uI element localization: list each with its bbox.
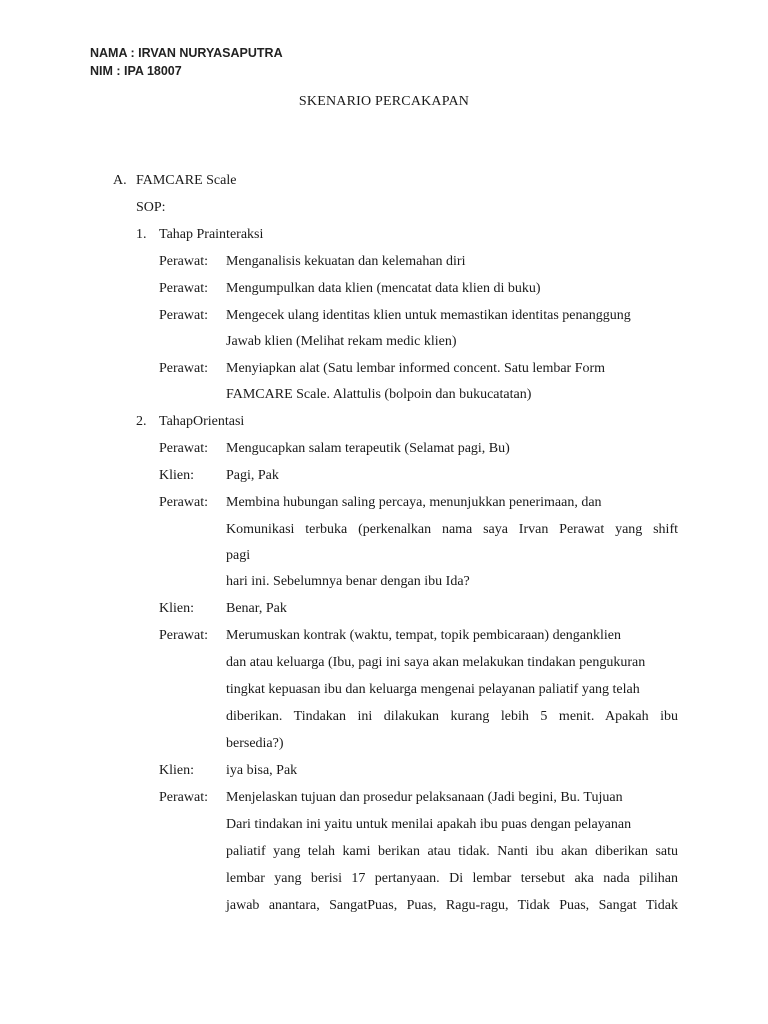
student-name: NAMA : IRVAN NURYASAPUTRA (90, 46, 283, 60)
speaker-label: Perawat: (159, 495, 208, 510)
dialog-line: dan atau keluarga (Ibu, pagi ini saya akan melakukan tindakan pengukuran (226, 655, 646, 670)
dialog-line: Menjelaskan tujuan dan prosedur pelaksanaan (Jadi begini, Bu. Tujuan (226, 790, 623, 805)
dialog-line: tingkat kepuasan ibu dan keluarga mengenai pelayanan paliatif yang telah (226, 682, 640, 697)
dialog-line: pagi (226, 548, 251, 563)
dialog-line: Jawab klien (Melihat rekam medic klien) (226, 334, 457, 349)
dialog-line: Menganalisis kekuatan dan kelemahan diri (226, 254, 466, 269)
speaker-label: Klien: (159, 763, 194, 778)
document-title: SKENARIO PERCAKAPAN (298, 94, 470, 109)
speaker-label: Perawat: (159, 254, 208, 269)
dialog-line-justified: paliatif yang telah kami berikan atau tidak. Nanti ibu akan diberikan satu (226, 844, 678, 859)
dialog-line: Merumuskan kontrak (waktu, tempat, topik pembicaraan) denganklien (226, 628, 621, 643)
dialog-line: iya bisa, Pak (226, 763, 298, 778)
speaker-label: Klien: (159, 468, 194, 483)
dialog-line-justified: jawab anantara, SangatPuas, Puas, Ragu-ragu, Tidak Puas, Sangat Tidak (226, 898, 678, 913)
dialog-line-justified: diberikan. Tindakan ini dilakukan kurang lebih 5 menit. Apakah ibu (226, 709, 678, 724)
speaker-label: Perawat: (159, 441, 208, 456)
stage-2-marker: 2. (136, 414, 147, 429)
dialog-line-justified: Komunikasi terbuka (perkenalkan nama saya Irvan Perawat yang shift (226, 522, 678, 537)
dialog-line: Mengumpulkan data klien (mencatat data klien di buku) (226, 281, 541, 296)
section-a-label: FAMCARE Scale (136, 173, 237, 188)
section-a-marker: A. (113, 173, 127, 188)
speaker-label: Perawat: (159, 308, 208, 323)
dialog-line: Mengecek ulang identitas klien untuk memastikan identitas penanggung (226, 308, 631, 323)
dialog-line: Benar, Pak (226, 601, 287, 616)
dialog-line: bersedia?) (226, 736, 284, 751)
speaker-label: Perawat: (159, 281, 208, 296)
sop-label: SOP: (136, 200, 166, 215)
speaker-label: Perawat: (159, 361, 208, 376)
stage-1-label: Tahap Prainteraksi (159, 227, 264, 242)
stage-2-label: TahapOrientasi (159, 414, 245, 429)
student-nim: NIM : IPA 18007 (90, 64, 182, 78)
dialog-line: Mengucapkan salam terapeutik (Selamat pagi, Bu) (226, 441, 510, 456)
dialog-line: Menyiapkan alat (Satu lembar informed concent. Satu lembar Form (226, 361, 606, 376)
dialog-line: Membina hubungan saling percaya, menunjukkan penerimaan, dan (226, 495, 602, 510)
dialog-line: Pagi, Pak (226, 468, 279, 483)
speaker-label: Perawat: (159, 628, 208, 643)
speaker-label: Klien: (159, 601, 194, 616)
dialog-line: Dari tindakan ini yaitu untuk menilai apakah ibu puas dengan pelayanan (226, 817, 632, 832)
speaker-label: Perawat: (159, 790, 208, 805)
dialog-line: FAMCARE Scale. Alattulis (bolpoin dan bukucatatan) (226, 387, 532, 402)
dialog-line-justified: lembar yang berisi 17 pertanyaan. Di lembar tersebut aka nada pilihan (226, 871, 678, 886)
dialog-line: hari ini. Sebelumnya benar dengan ibu Ida? (226, 574, 470, 589)
stage-1-marker: 1. (136, 227, 147, 242)
